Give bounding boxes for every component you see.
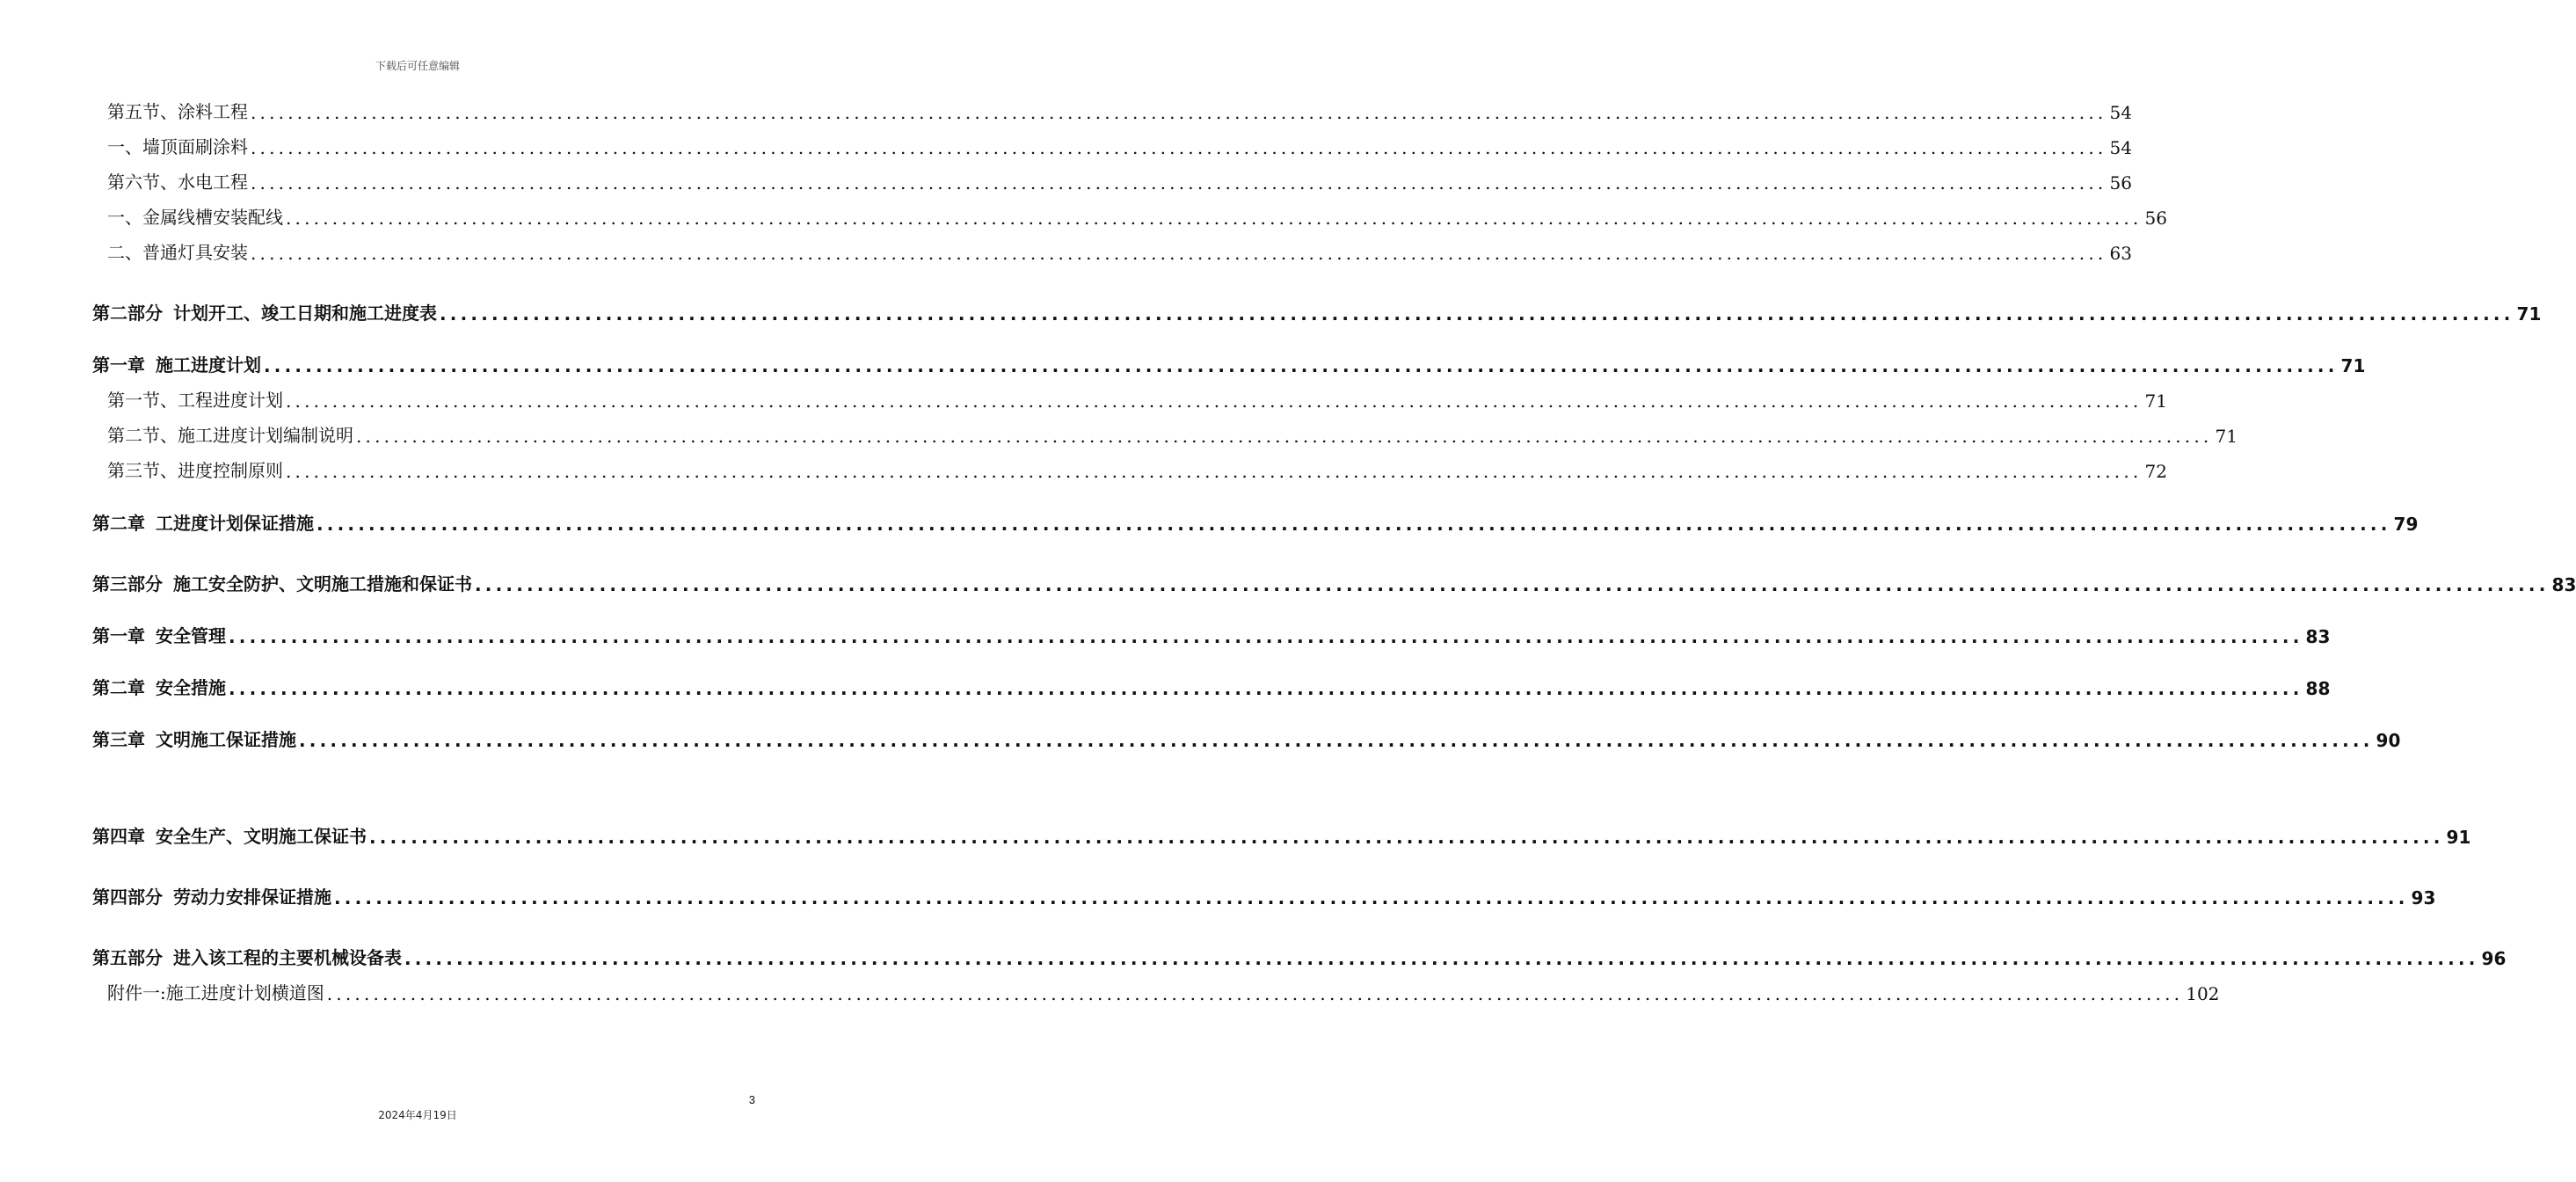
toc-leader-dots: ........................................................................................................................................................................................................ — [369, 827, 2444, 848]
toc-entry-prefix: 第三部分 — [92, 573, 163, 595]
toc-entry[interactable] — [0, 420, 2238, 447]
toc-entry-title — [92, 509, 314, 535]
toc-entry-title — [107, 238, 248, 264]
toc-leader-dots: ........................................................................................................................................................................................................ — [264, 355, 2339, 376]
toc-entry-text: 一、墙顶面刷涂料 — [107, 136, 248, 157]
toc-entry-text: 施工进度计划 — [156, 354, 261, 376]
toc-leader-dots: ........................................................................................................................................................................................................ — [286, 461, 2143, 482]
toc-entry-text: 第三节、进度控制原则 — [107, 460, 283, 481]
toc-entry-text: 第五节、涂料工程 — [107, 101, 248, 122]
toc-entry[interactable] — [0, 97, 2132, 123]
toc-entry-text: 劳动力安排保证措施 — [173, 886, 331, 908]
toc-entry[interactable] — [0, 167, 2132, 193]
toc-entry-title — [107, 168, 248, 193]
toc-entry-title — [107, 133, 248, 158]
toc-entry-page: 56 — [2144, 208, 2167, 229]
toc-entry-prefix: 第五部分 — [92, 947, 163, 968]
toc-entry-text: 施工安全防护、文明施工措施和保证书 — [173, 573, 472, 595]
toc-entry-title — [107, 203, 283, 229]
toc-leader-dots: ........................................................................................................................................................................................................ — [286, 390, 2143, 412]
toc-leader-dots: ........................................................................................................................................................................................................ — [229, 678, 2303, 699]
toc-entry[interactable] — [0, 237, 2132, 264]
toc-leader-dots: ........................................................................................................................................................................................................ — [299, 730, 2374, 751]
toc-entry-text: 安全生产、文明施工保证书 — [156, 826, 367, 847]
toc-entry[interactable] — [0, 298, 2542, 325]
toc-entry-text: 二、普通灯具安装 — [107, 242, 248, 263]
toc-entry[interactable] — [0, 821, 2471, 848]
toc-entry-page: 79 — [2393, 514, 2419, 535]
toc-entry-title — [92, 944, 402, 969]
page-number: 3 — [748, 1093, 755, 1106]
toc-entry[interactable] — [0, 978, 2220, 1004]
toc-leader-dots: ........................................................................................................................................................................................................ — [356, 426, 2213, 447]
toc-entry[interactable] — [0, 882, 2436, 908]
toc-entry-page: 91 — [2446, 827, 2471, 848]
toc-entry-text: 安全措施 — [156, 677, 226, 698]
toc-entry-title — [92, 351, 261, 376]
toc-entry-page: 71 — [2340, 355, 2366, 376]
toc-entry-title — [92, 726, 296, 751]
toc-leader-dots: ........................................................................................................................................................................................................ — [404, 948, 2479, 969]
toc-entry-title — [107, 421, 353, 447]
toc-leader-dots: ........................................................................................................................................................................................................ — [317, 514, 2391, 535]
toc-entry-text: 第六节、水电工程 — [107, 171, 248, 193]
toc-entry-title — [107, 386, 283, 412]
toc-entry-page: 90 — [2376, 730, 2401, 751]
toc-entry-prefix: 第二章 — [92, 677, 145, 698]
toc-entry-title — [107, 456, 283, 482]
page-footer-date: 2024年4月19日 — [378, 1109, 457, 1121]
toc-entry-page: 88 — [2305, 678, 2331, 699]
toc-leader-dots: ........................................................................................................................................................................................................ — [286, 208, 2143, 229]
toc-entry-text: 附件一:施工进度计划横道图 — [107, 982, 324, 1003]
toc-entry[interactable] — [0, 673, 2331, 699]
toc-entry-prefix: 第四章 — [92, 826, 145, 847]
toc-entry-title — [92, 822, 367, 848]
toc-entry-text: 第一节、工程进度计划 — [107, 390, 283, 411]
toc-entry-title — [92, 299, 437, 325]
toc-entry-title — [107, 98, 248, 123]
toc-entry-page: 83 — [2305, 626, 2331, 647]
toc-leader-dots: ........................................................................................................................................................................................................ — [326, 983, 2184, 1004]
toc-entry[interactable] — [0, 456, 2167, 482]
toc-entry-prefix: 第一章 — [92, 625, 145, 646]
toc-entry-text: 第二节、施工进度计划编制说明 — [107, 425, 353, 446]
toc-entry-page: 71 — [2516, 303, 2542, 325]
toc-entry-text: 一、金属线槽安装配线 — [107, 207, 283, 228]
toc-entry[interactable] — [0, 350, 2366, 376]
toc-entry-text: 文明施工保证措施 — [156, 729, 296, 750]
toc-entry[interactable] — [0, 943, 2507, 969]
toc-leader-dots: ........................................................................................................................................................................................................ — [475, 574, 2550, 595]
toc-entry-page: 102 — [2186, 983, 2220, 1004]
toc-entry-page: 71 — [2144, 390, 2167, 412]
toc-entry-title — [92, 674, 226, 699]
toc-entry-text: 工进度计划保证措施 — [156, 513, 314, 534]
toc-entry-title — [92, 883, 331, 908]
toc-entry[interactable] — [0, 202, 2167, 229]
toc-entry-text: 安全管理 — [156, 625, 226, 646]
toc-leader-dots: ........................................................................................................................................................................................................ — [229, 626, 2303, 647]
toc-entry-prefix: 第一章 — [92, 354, 145, 376]
toc-entry-page: 96 — [2481, 948, 2507, 969]
toc-entry-title — [92, 570, 472, 595]
toc-entry-page: 72 — [2144, 461, 2167, 482]
toc-entry-page: 56 — [2109, 172, 2132, 193]
toc-entry-page: 54 — [2109, 137, 2132, 158]
toc-leader-dots: ........................................................................................................................................................................................................ — [251, 137, 2107, 158]
toc-leader-dots: ........................................................................................................................................................................................................ — [334, 887, 2409, 908]
toc-entry[interactable] — [0, 508, 2419, 535]
toc-entry-page: 54 — [2109, 102, 2132, 123]
toc-entry-page: 93 — [2411, 887, 2436, 908]
toc-entry-page: 63 — [2109, 243, 2132, 264]
toc-leader-dots: ........................................................................................................................................................................................................ — [251, 172, 2107, 193]
toc-entry-page: 71 — [2215, 426, 2238, 447]
toc-entry-prefix: 第四部分 — [92, 886, 163, 908]
page-header: 下载后可任意编辑 — [375, 60, 460, 72]
toc-entry-prefix: 第二部分 — [92, 303, 163, 324]
toc-leader-dots: ........................................................................................................................................................................................................ — [440, 303, 2514, 325]
toc-entry-page: 83 — [2551, 574, 2576, 595]
toc-entry-text: 计划开工、竣工日期和施工进度表 — [173, 303, 437, 324]
toc-entry[interactable] — [0, 621, 2331, 647]
toc-entry[interactable] — [0, 725, 2401, 751]
toc-entry-prefix: 第二章 — [92, 513, 145, 534]
toc-leader-dots: ........................................................................................................................................................................................................ — [251, 243, 2107, 264]
toc-entry[interactable] — [0, 385, 2167, 412]
toc-entry[interactable] — [0, 569, 2576, 595]
toc-entry-title — [92, 622, 226, 647]
toc-leader-dots: ........................................................................................................................................................................................................ — [251, 102, 2107, 123]
toc-entry-text: 进入该工程的主要机械设备表 — [173, 947, 402, 968]
toc-entry-prefix: 第三章 — [92, 729, 145, 750]
toc-entry-title — [107, 979, 324, 1004]
toc-entry[interactable] — [0, 132, 2132, 158]
